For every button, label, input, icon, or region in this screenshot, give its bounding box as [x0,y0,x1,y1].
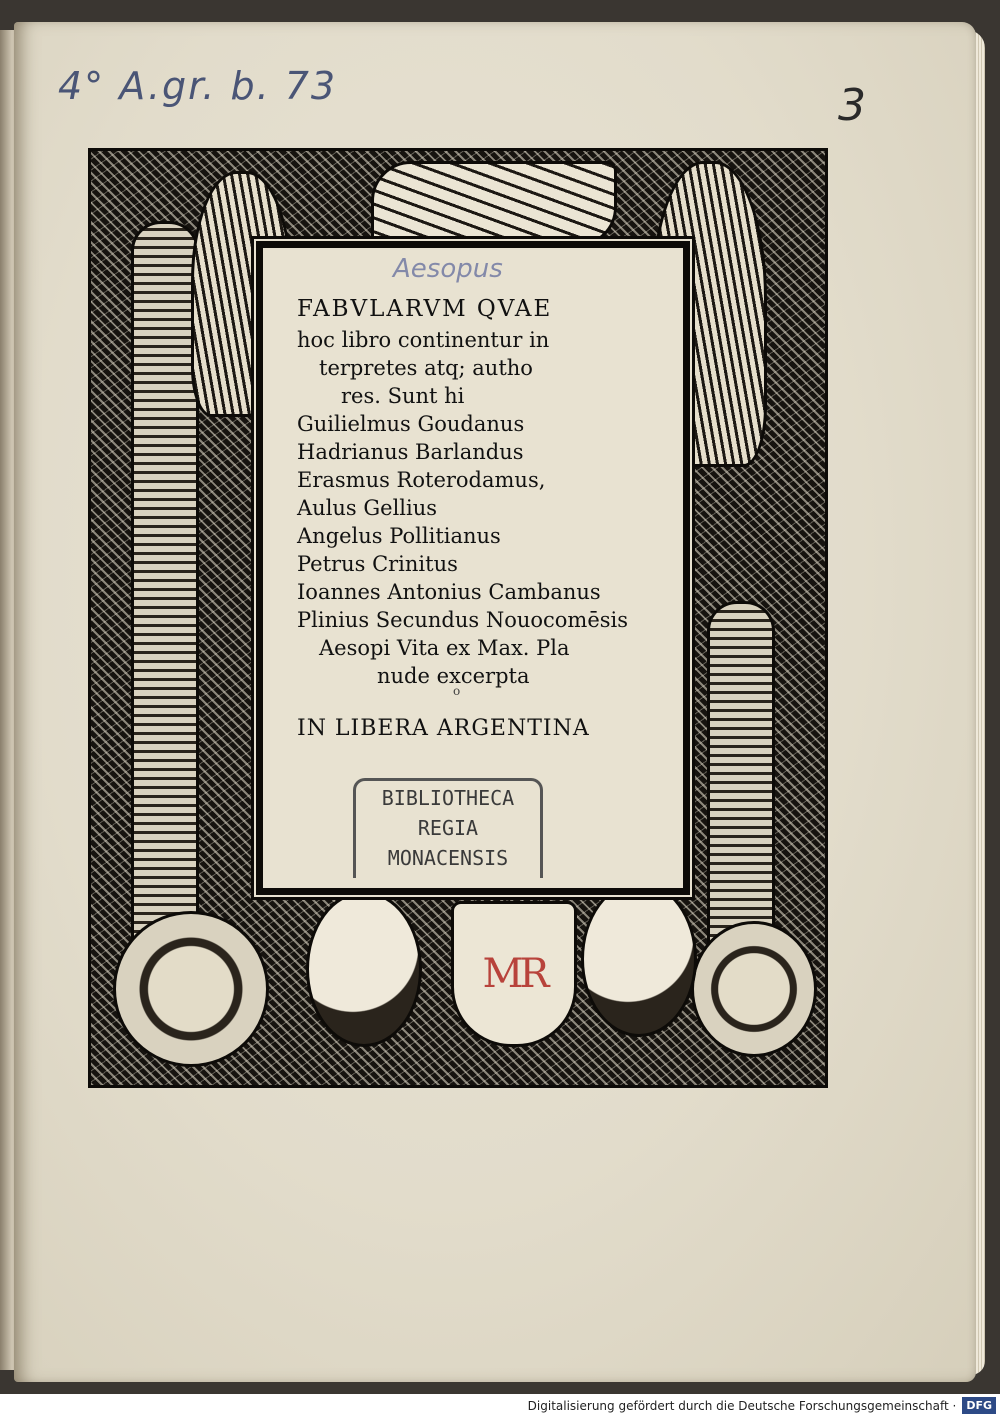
text-line: nude excerpta [377,664,530,688]
footer-credit: Digitalisierung gefördert durch die Deutsche Forschungsgemeinschaft · [527,1398,957,1413]
handwritten-signature: Aesopus [393,254,503,284]
banner-scroll-ornament [371,161,617,247]
text-line: res. Sunt hi [341,384,465,408]
right-putto-illustration [581,881,697,1037]
title-text-block [297,296,677,741]
small-printed-mark: o [453,684,461,698]
woodcut-border [88,148,828,1088]
title-text-frame [260,245,686,891]
stamp-line: BIBLIOTHECA [381,786,515,810]
author-line: Ioannes Antonius Cambanus [297,580,601,604]
text-line: Aesopi Vita ex Max. Pla [319,636,570,660]
stamp-line: REGIA [417,816,479,840]
handwritten-shelfmark: 4° A.gr. b. 73 [58,64,338,108]
heraldic-shield [451,901,577,1047]
digitization-footer [0,1394,1000,1417]
page-title: FABVLARVM QVAE [297,296,553,322]
imprint-line: IN LIBERA ARGENTINA [297,716,590,741]
left-putto-illustration [306,891,422,1047]
handwritten-folio-number: 3 [838,80,866,131]
shield-monogram: MR [482,951,546,997]
author-line: Erasmus Roterodamus, [297,468,546,492]
author-line: Guilielmus Goudanus [297,412,525,436]
text-line: hoc libro continentur in [297,328,550,352]
dfg-logo: DFG [962,1397,996,1414]
author-line: Plinius Secundus Nouocomēsis [297,608,629,632]
right-column-base [691,921,817,1057]
left-column-base [113,911,269,1067]
author-line: Hadrianus Barlandus [297,440,524,464]
author-line: Petrus Crinitus [297,552,458,576]
text-line: terpretes atq; autho [319,356,533,380]
left-column-ornament [131,221,199,987]
author-line: Aulus Gellius [297,496,438,520]
author-line: Angelus Pollitianus [297,524,501,548]
library-stamp [353,778,543,878]
stamp-line: MONACENSIS [387,846,509,870]
